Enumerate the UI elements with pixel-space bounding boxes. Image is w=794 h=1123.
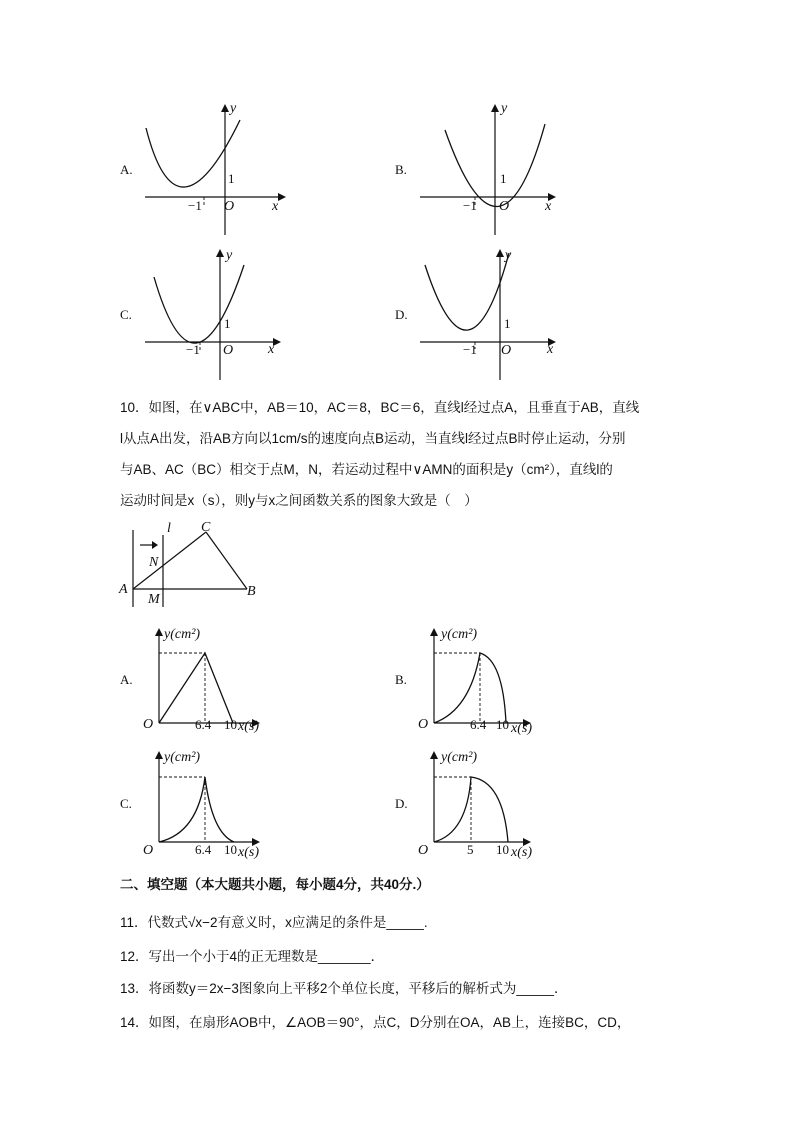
tick1-label: 5 xyxy=(467,842,474,857)
origin-label: O xyxy=(418,843,429,858)
point-m-label: M xyxy=(148,592,160,607)
option-label: C. xyxy=(120,307,132,322)
x-axis-arrow xyxy=(278,193,286,201)
x-axis-label: x(s) xyxy=(511,721,532,736)
area-graph-c xyxy=(140,745,290,865)
section2-title: 二、填空题（本大题共小题，每小题4分，共40分.） xyxy=(120,877,430,892)
point-a-label: A xyxy=(119,582,128,597)
origin-label: O xyxy=(499,199,510,214)
origin-label: O xyxy=(418,717,429,732)
tick-pos-label: 1 xyxy=(224,316,231,331)
tick-pos-label: 1 xyxy=(500,171,507,186)
graph-curve xyxy=(159,653,233,723)
y-axis-label: y xyxy=(226,248,233,263)
y-axis-label: y(cm²) xyxy=(441,627,478,642)
tick-neg-label: −1 xyxy=(463,342,477,357)
motion-arrowhead xyxy=(152,541,158,549)
origin-label: O xyxy=(224,199,235,214)
q10-text-line1: 10．如图，在∨ABC中，AB＝10，AC＝8，BC＝6，直线l经过点A，且垂直于AB，直线 xyxy=(120,400,640,415)
tick1-label: 6.4 xyxy=(195,842,212,857)
q10-text-line3: 与AB、AC（BC）相交于点M，N，若运动过程中∨AMN的面积是y（cm²），直线l的 xyxy=(120,462,613,477)
y-axis-arrow xyxy=(155,628,163,636)
line-l-label: l xyxy=(167,521,171,536)
y-axis-label: y xyxy=(505,248,512,263)
x-axis-label: x xyxy=(547,342,554,357)
y-axis-arrow xyxy=(221,104,229,112)
parabola-graph-c xyxy=(140,245,290,385)
x-axis-label: x xyxy=(272,199,279,214)
parabola-graph-a xyxy=(140,100,290,240)
point-b-label: B xyxy=(247,584,256,599)
option-label: D. xyxy=(395,307,408,322)
parabola-curve xyxy=(425,253,509,330)
option-label: B. xyxy=(395,672,407,687)
tick2-label: 10 xyxy=(496,717,509,732)
graph-curve xyxy=(159,777,234,842)
y-axis-arrow xyxy=(496,249,504,257)
y-axis-arrow xyxy=(430,751,438,759)
q10-text-line2: l从点A出发，沿AB方向以1cm/s的速度向点B运动，当直线l经过点B时停止运动，分别 xyxy=(120,431,626,446)
option-label: D. xyxy=(395,796,408,811)
x-axis-label: x xyxy=(268,342,275,357)
y-axis-label: y xyxy=(230,101,237,116)
area-graph-d xyxy=(415,745,565,865)
y-axis-arrow xyxy=(430,628,438,636)
y-axis-arrow xyxy=(491,104,499,112)
q14-text: 14．如图，在扇形AOB中，∠AOB＝90°，点C，D分别在OA，AB上，连接BC，CD， xyxy=(120,1015,631,1030)
q12-text: 12．写出一个小于4的正无理数是_______． xyxy=(120,949,385,964)
y-axis-label: y(cm²) xyxy=(164,627,201,642)
area-graph-a xyxy=(140,620,290,740)
tick-pos-label: 1 xyxy=(504,316,511,331)
y-axis-label: y(cm²) xyxy=(441,750,478,765)
option-label: A. xyxy=(120,162,133,177)
x-axis-label: x(s) xyxy=(238,845,259,860)
x-axis-label: x xyxy=(545,199,552,214)
tick1-label: 6.4 xyxy=(470,717,487,732)
origin-label: O xyxy=(143,843,154,858)
tick2-label: 10 xyxy=(496,842,509,857)
origin-label: O xyxy=(501,343,512,358)
origin-label: O xyxy=(223,343,234,358)
tick2-label: 10 xyxy=(224,842,237,857)
parabola-graph-d xyxy=(415,245,565,385)
point-c-label: C xyxy=(201,520,211,535)
origin-label: O xyxy=(143,717,154,732)
area-graph-b xyxy=(415,620,565,740)
y-axis-arrow xyxy=(155,751,163,759)
tick-neg-label: −1 xyxy=(188,198,202,213)
x-axis-label: x(s) xyxy=(511,845,532,860)
q13-text: 13．将函数y＝2x−3图象向上平移2个单位长度，平移后的解析式为_____． xyxy=(120,981,568,996)
tick2-label: 10 xyxy=(224,717,237,732)
parabola-curve xyxy=(146,120,240,187)
segment-ac xyxy=(133,532,206,589)
tick-neg-label: −1 xyxy=(186,342,200,357)
parabola-graph-b xyxy=(415,100,565,240)
tick-neg-label: −1 xyxy=(463,198,477,213)
option-label: C. xyxy=(120,796,132,811)
option-label: A. xyxy=(120,672,133,687)
option-label: B. xyxy=(395,162,407,177)
segment-bc xyxy=(206,532,247,589)
x-axis-label: x(s) xyxy=(238,719,259,734)
y-axis-label: y(cm²) xyxy=(164,750,201,765)
q11-text: 11．代数式√x−2有意义时，x应满足的条件是_____. xyxy=(120,915,428,930)
y-axis-arrow xyxy=(216,249,224,257)
q10-text-line4: 运动时间是x（s），则y与x之间函数关系的图象大致是（ ） xyxy=(120,493,478,508)
parabola-curve xyxy=(154,265,244,343)
y-axis-label: y xyxy=(501,101,508,116)
tick1-label: 6.4 xyxy=(195,717,212,732)
q10-triangle-figure xyxy=(115,515,275,615)
graph-curve xyxy=(434,653,506,723)
tick-pos-label: 1 xyxy=(228,171,235,186)
point-n-label: N xyxy=(149,555,159,570)
